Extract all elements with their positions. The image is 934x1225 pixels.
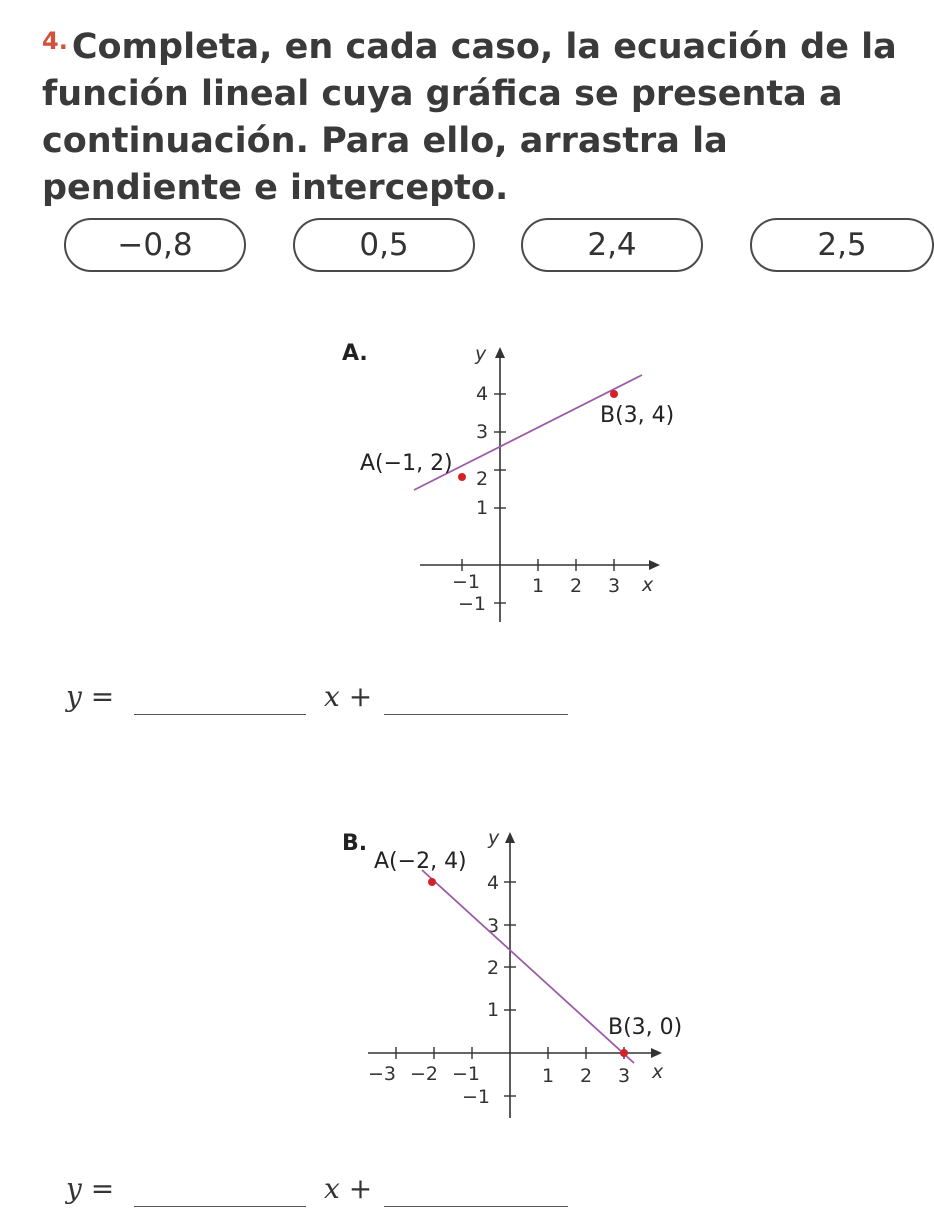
graph-b-x-tick: −3 [368, 1063, 397, 1085]
equation-a-lhs: y = [66, 680, 115, 713]
graph-b-y-tick: 1 [487, 999, 500, 1021]
graph-a-y-tick: 3 [476, 421, 489, 443]
graph-b [330, 820, 710, 1130]
equation-b [66, 1172, 586, 1212]
option-chip-2[interactable]: 0,5 [293, 218, 475, 272]
graph-b-x-arrow-icon [651, 1048, 662, 1058]
graph-a-y-name: y [475, 343, 487, 365]
graph-b-x-tick: 2 [580, 1065, 593, 1087]
graph-b-point-b [620, 1049, 628, 1057]
graph-b-y-tick: 2 [487, 957, 500, 979]
graph-b-x-tick: 3 [618, 1065, 631, 1087]
question-number: 4. [42, 27, 68, 55]
graph-a-y-tick: 2 [476, 468, 489, 490]
graph-a-y-tick: 1 [476, 497, 489, 519]
graph-b-point-b-label: B(3, 0) [608, 1015, 683, 1040]
graph-a-x-tick: 1 [532, 575, 545, 597]
equation-b-intercept-field[interactable] [384, 1176, 568, 1207]
graph-a-point-a [458, 473, 466, 481]
question-prompt [42, 18, 922, 212]
graph-b-y-tick: −1 [462, 1086, 491, 1108]
equation-b-middle: x + [324, 1172, 373, 1205]
graph-b-y-tick: 3 [487, 915, 500, 937]
graph-a-y-arrow-icon [495, 347, 505, 358]
graph-a-y-tick: 4 [476, 383, 489, 405]
equation-b-slope-field[interactable] [134, 1176, 306, 1207]
graph-a-point-b-label: B(3, 4) [600, 403, 675, 428]
graph-b-x-tick: −2 [410, 1063, 439, 1085]
graph-a-x-tick: 2 [570, 575, 583, 597]
equation-b-lhs: y = [66, 1172, 115, 1205]
question-text: Completa, en cada caso, la ecuación de la función lineal cuya gráfica se presenta a continuación. Para ello, arrastra la pendiente e intercepto. [42, 27, 897, 208]
graph-b-x-tick: −1 [452, 1063, 481, 1085]
graph-b-svg [330, 820, 710, 1130]
option-chip-4[interactable]: 2,5 [750, 218, 934, 272]
graph-b-x-tick: 1 [542, 1065, 555, 1087]
graph-a-point-a-label: A(−1, 2) [360, 451, 453, 476]
graph-a-svg [330, 330, 690, 630]
graph-a-letter: A. [342, 341, 368, 366]
graph-b-letter: B. [342, 831, 368, 856]
graph-b-y-tick: 4 [487, 872, 500, 894]
graph-b-point-a [428, 878, 436, 886]
graph-a-y-tick: −1 [458, 593, 487, 615]
graph-b-y-arrow-icon [505, 832, 515, 843]
equation-a-intercept-field[interactable] [384, 684, 568, 715]
graph-a-x-tick: 3 [608, 575, 621, 597]
graph-a-x-name: x [642, 574, 654, 596]
equation-a-slope-field[interactable] [134, 684, 306, 715]
graph-a-point-b [610, 390, 618, 398]
graph-b-line [422, 870, 634, 1063]
equation-a-middle: x + [324, 680, 373, 713]
graph-b-x-name: x [652, 1061, 664, 1083]
equation-a [66, 680, 586, 720]
graph-a-x-arrow-icon [649, 560, 660, 570]
graph-a-x-tick: −1 [452, 571, 481, 593]
option-chip-3[interactable]: 2,4 [521, 218, 703, 272]
graph-a [330, 330, 690, 630]
option-chip-1[interactable]: −0,8 [64, 218, 246, 272]
graph-b-y-name: y [488, 827, 500, 849]
graph-b-point-a-label: A(−2, 4) [374, 849, 467, 874]
